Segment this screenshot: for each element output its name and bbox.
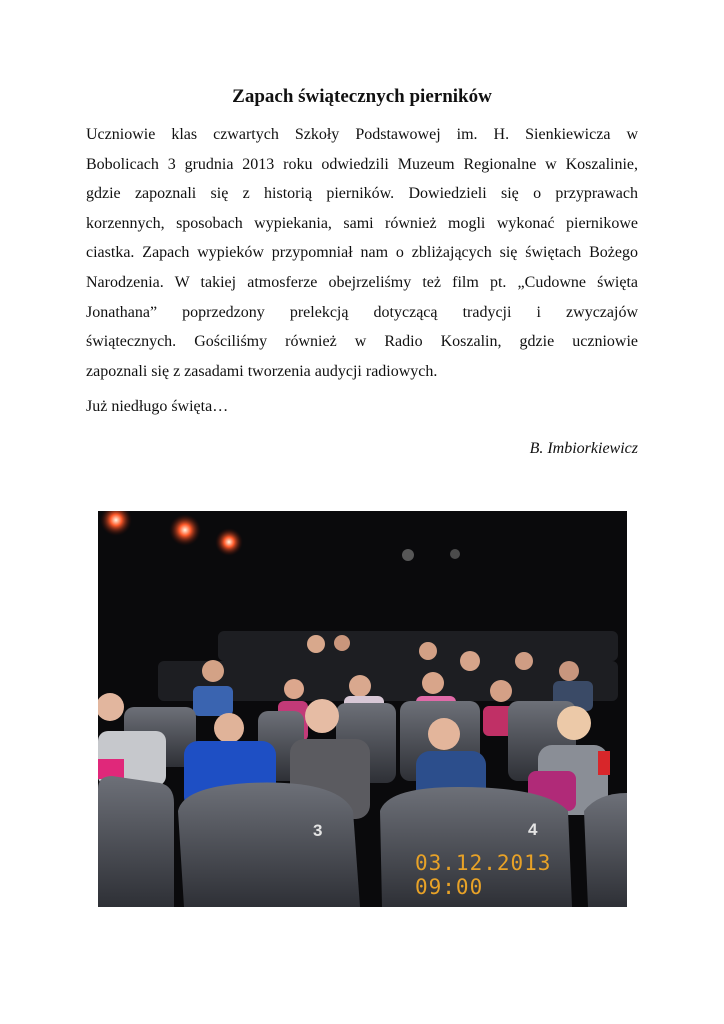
document-title: Zapach świątecznych pierników (232, 86, 492, 107)
paragraph-line: gdzie zapoznali się z historią pierników. Dowiedzieli się o przyprawach (86, 185, 638, 203)
closing-line: Już niedługo święta… (86, 398, 229, 415)
author-signature: B. Imbiorkiewicz (529, 440, 638, 457)
paragraph-line: Uczniowie klas czwartych Szkoły Podstawowej im. H. Sienkiewicza w (86, 126, 638, 143)
paragraph-line: zapoznali się z zasadami tworzenia audycji radiowych. (86, 362, 438, 380)
cinema-photo (98, 511, 627, 907)
paragraph-line: korzennych, sposobach wypiekania, sami również mogli wykonać piernikowe (86, 214, 638, 232)
paragraph-line: Narodzenia. W takiej atmosferze obejrzeliśmy też film pt. „Cudowne święta (86, 273, 638, 291)
paragraph-line: ciastka. Zapach wypieków przypomniał nam o zbliżających się świętach Bożego (86, 244, 638, 262)
seat-number: 4 (528, 820, 538, 839)
body-paragraph (86, 120, 638, 386)
cinema-photo-illustration (98, 511, 627, 907)
paragraph-line: Jonathana” poprzedzony prelekcją dotyczącą tradycji i zwyczajów (86, 303, 638, 321)
photo-date-stamp: 03.12.2013 09:00 (415, 851, 552, 899)
paragraph-line: świątecznych. Gościliśmy również w Radio Koszalin, gdzie uczniowie (86, 333, 638, 351)
seat-number: 3 (313, 821, 323, 840)
paragraph-line: Bobolicach 3 grudnia 2013 roku odwiedzili Muzeum Regionalne w Koszalinie, (86, 155, 638, 173)
